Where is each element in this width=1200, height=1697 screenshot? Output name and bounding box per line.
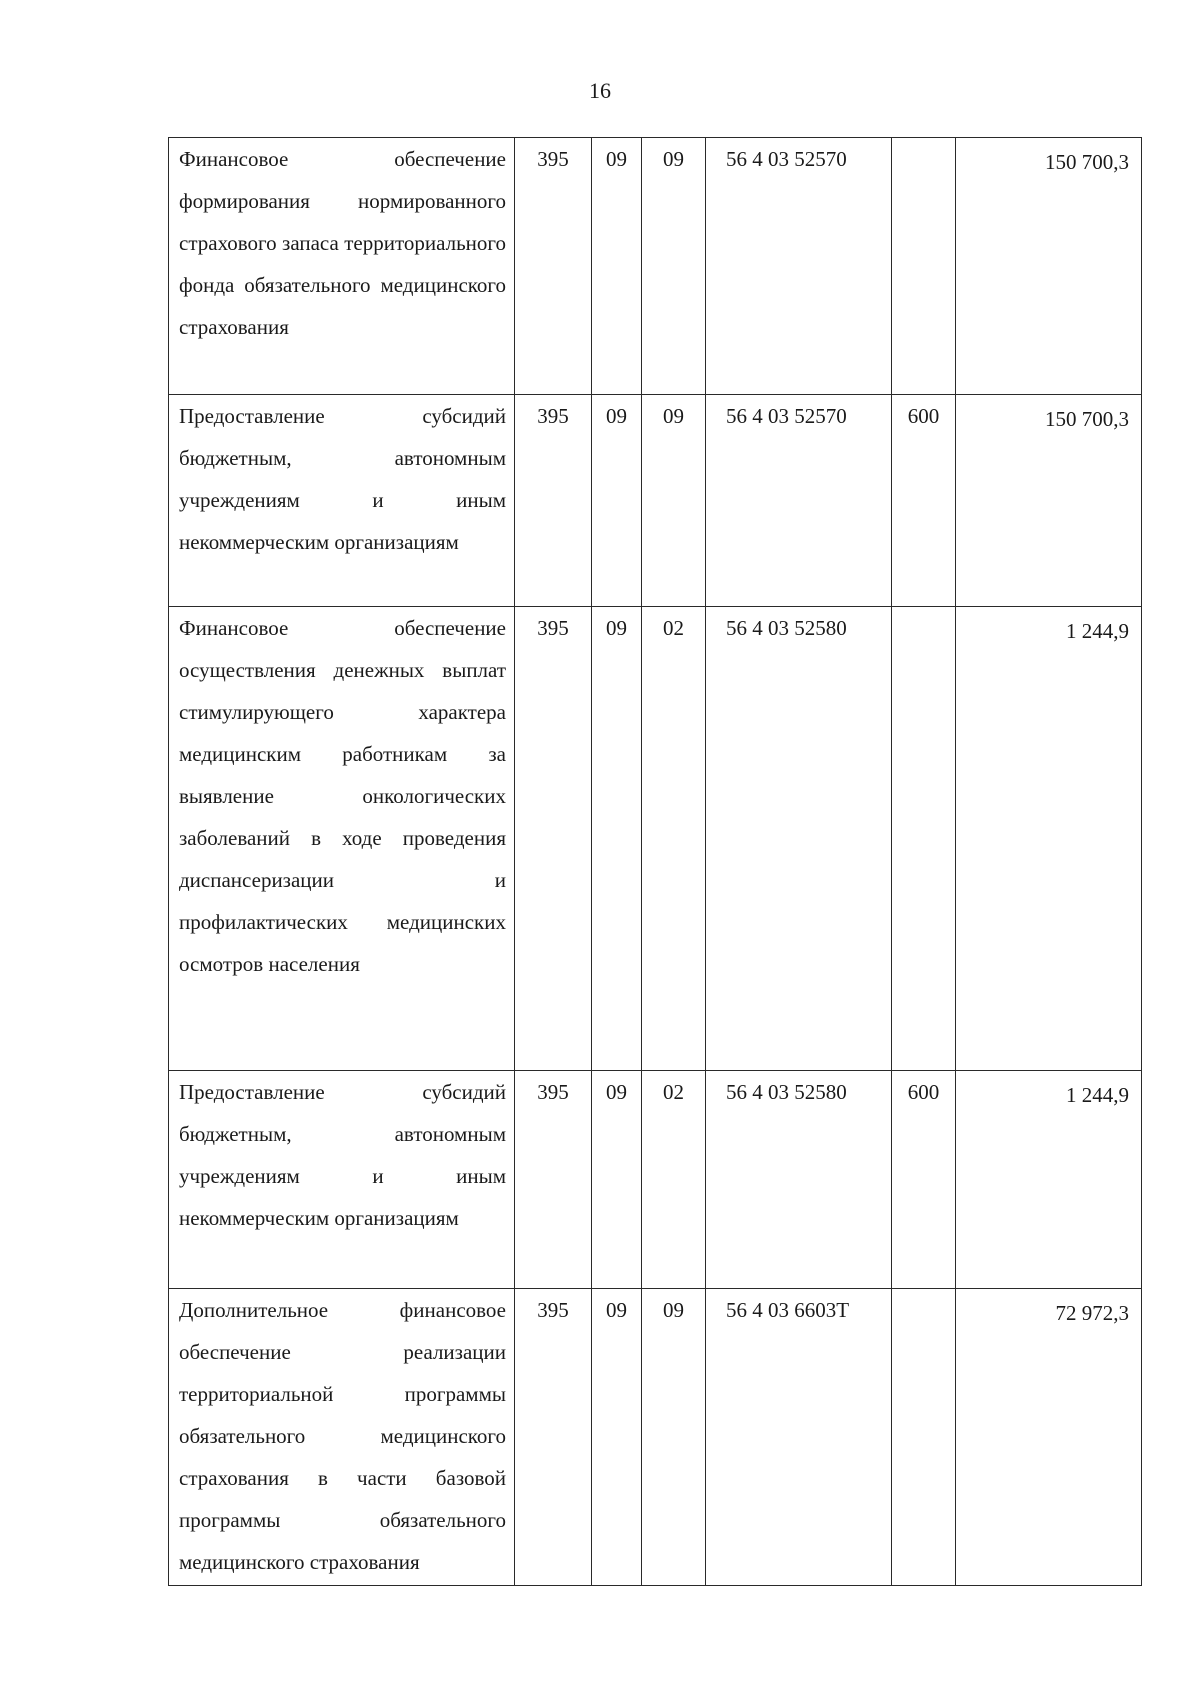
budget-table [168, 137, 1142, 1586]
page-number: 16 [589, 78, 611, 103]
rz-cell: 09 [592, 1289, 642, 1586]
pr-cell: 02 [642, 1071, 706, 1289]
csr-cell: 56 4 03 52570 [706, 395, 892, 607]
row-name: Финансовое обеспечение осуществления денежных выплат стимулирующего характера медицинским работникам за выявление онкологических заболеваний в ходе проведения диспансеризации и профилактических медицинских осмотров населения [179, 616, 506, 976]
row-name-cell [169, 1289, 515, 1586]
amount-cell: 72 972,3 [956, 1289, 1142, 1586]
pr-cell: 09 [642, 1289, 706, 1586]
row-name-cell [169, 1071, 515, 1289]
row-name-cell [169, 138, 515, 395]
vr-cell: 600 [892, 395, 956, 607]
row-name: Финансовое обеспечение формирования нормированного страхового запаса территориального фонда обязательного медицинского страхования [179, 147, 506, 339]
rz-cell: 09 [592, 607, 642, 1071]
grbs-cell: 395 [515, 138, 592, 395]
pr-cell: 02 [642, 607, 706, 1071]
vr-cell: 600 [892, 1071, 956, 1289]
table-row [169, 1071, 1142, 1289]
csr-cell: 56 4 03 52570 [706, 138, 892, 395]
table-row [169, 138, 1142, 395]
amount-cell: 150 700,3 [956, 395, 1142, 607]
row-name: Предоставление субсидий бюджетным, автономным учреждениям и иным некоммерческим организациям [179, 404, 506, 554]
vr-cell [892, 607, 956, 1071]
row-name-cell [169, 395, 515, 607]
vr-cell [892, 1289, 956, 1586]
row-name: Предоставление субсидий бюджетным, автономным учреждениям и иным некоммерческим организациям [179, 1080, 506, 1230]
vr-cell [892, 138, 956, 395]
amount-cell: 1 244,9 [956, 607, 1142, 1071]
row-name: Дополнительное финансовое обеспечение реализации территориальной программы обязательного медицинского страхования в части базовой программы обязательного медицинского страхования [179, 1298, 506, 1574]
csr-cell: 56 4 03 52580 [706, 607, 892, 1071]
csr-cell: 56 4 03 52580 [706, 1071, 892, 1289]
csr-cell: 56 4 03 6603Т [706, 1289, 892, 1586]
rz-cell: 09 [592, 1071, 642, 1289]
grbs-cell: 395 [515, 607, 592, 1071]
rz-cell: 09 [592, 395, 642, 607]
grbs-cell: 395 [515, 1071, 592, 1289]
table-row [169, 1289, 1142, 1586]
pr-cell: 09 [642, 395, 706, 607]
table-row [169, 395, 1142, 607]
amount-cell: 1 244,9 [956, 1071, 1142, 1289]
grbs-cell: 395 [515, 1289, 592, 1586]
row-name-cell [169, 607, 515, 1071]
table-row [169, 607, 1142, 1071]
amount-cell: 150 700,3 [956, 138, 1142, 395]
pr-cell: 09 [642, 138, 706, 395]
grbs-cell: 395 [515, 395, 592, 607]
rz-cell: 09 [592, 138, 642, 395]
